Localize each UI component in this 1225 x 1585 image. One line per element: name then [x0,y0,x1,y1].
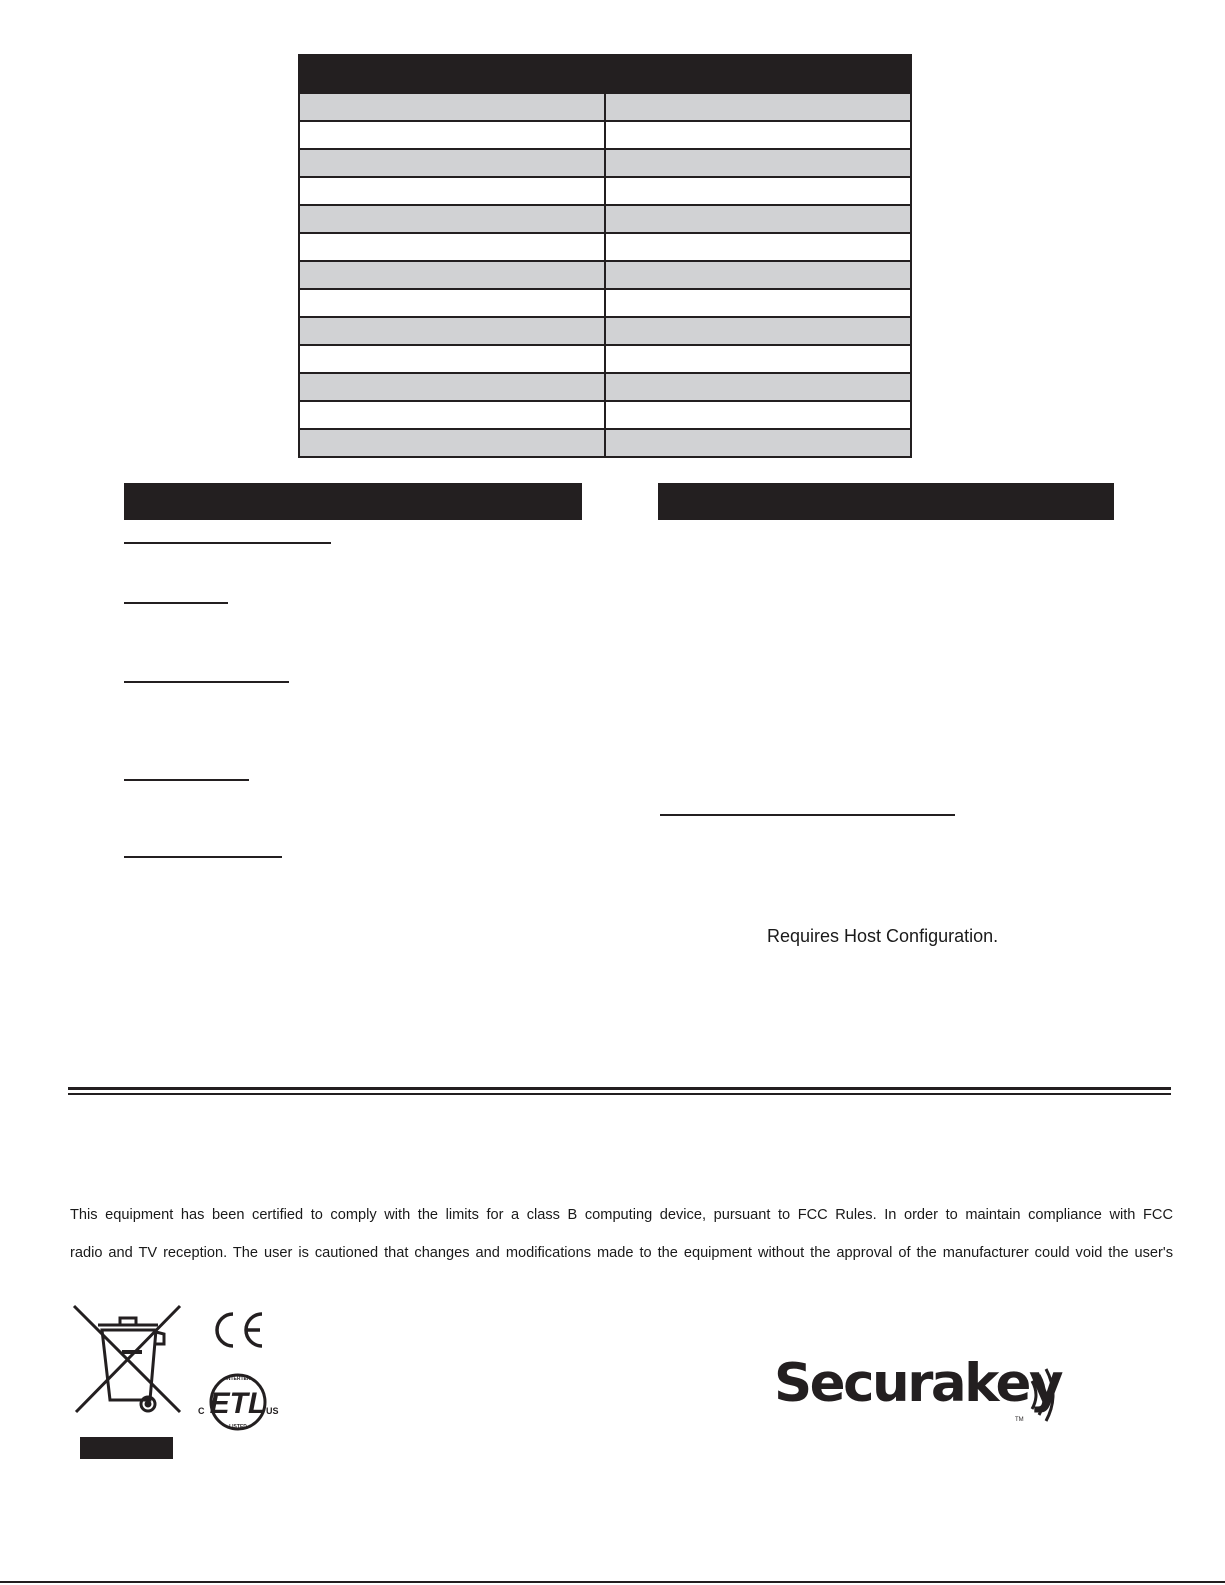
etl-letters: ETL [209,1387,267,1420]
ce-mark-icon [208,1310,268,1350]
table-row [299,373,911,401]
spec-table [298,54,912,458]
table-cell [605,429,911,457]
table-cell [605,289,911,317]
table-cell [299,289,605,317]
table-row [299,345,911,373]
table-cell [605,233,911,261]
table-row [299,261,911,289]
table-cell [299,177,605,205]
fcc-statement-line-2: radio and TV reception. The user is cautioned that changes and modifications made to the equipment without the approval of the manufacturer could void the user's [70,1245,1173,1261]
table-cell [299,373,605,401]
table-cell [299,205,605,233]
spec-table-header-cell [299,55,911,93]
table-row [299,233,911,261]
table-cell [299,345,605,373]
table-cell [299,429,605,457]
table-cell [299,149,605,177]
trademark-mark: TM [1015,1417,1024,1423]
table-cell [299,121,605,149]
spec-table-header [299,55,911,93]
table-cell [605,121,911,149]
table-cell [605,317,911,345]
table-row [299,317,911,345]
page-bottom-line [0,1581,1225,1583]
table-row [299,205,911,233]
left-section-header [124,483,582,520]
table-cell [299,317,605,345]
table-row [299,149,911,177]
right-heading-underline [660,814,955,816]
table-cell [299,261,605,289]
table-cell [299,93,605,121]
etl-bottom-text: LISTED [229,1424,247,1430]
table-cell [605,345,911,373]
table-cell [299,401,605,429]
radio-waves-icon [1028,1367,1058,1423]
etl-left-text: C [198,1406,205,1416]
table-cell [605,93,911,121]
table-cell [299,233,605,261]
fcc-statement-line-1: This equipment has been certified to comply with the limits for a class B computing device, pursuant to FCC Rules. In order to maintain compliance with FCC [70,1207,1173,1223]
left-heading-underline-2 [124,602,228,604]
securakey-logo: Securakey [774,1353,1061,1414]
left-heading-underline-5 [124,856,282,858]
weee-black-bar [80,1437,173,1459]
table-row [299,429,911,457]
etl-top-text: INTERTEK [225,1376,251,1382]
table-row [299,401,911,429]
table-row [299,177,911,205]
table-row [299,289,911,317]
etl-right-text: US [266,1406,279,1416]
table-cell [605,401,911,429]
table-row [299,121,911,149]
separator-line-top [68,1087,1171,1090]
etl-listed-icon [196,1366,282,1444]
table-cell [605,373,911,401]
left-heading-underline-1 [124,542,331,544]
left-heading-underline-4 [124,779,249,781]
table-row [299,93,911,121]
table-cell [605,205,911,233]
host-configuration-note: Requires Host Configuration. [767,926,999,946]
weee-crossed-bin-icon [68,1300,188,1420]
separator-line-bottom [68,1093,1171,1095]
table-cell [605,261,911,289]
table-cell [605,149,911,177]
right-section-header [658,483,1114,520]
left-heading-underline-3 [124,681,289,683]
table-cell [605,177,911,205]
